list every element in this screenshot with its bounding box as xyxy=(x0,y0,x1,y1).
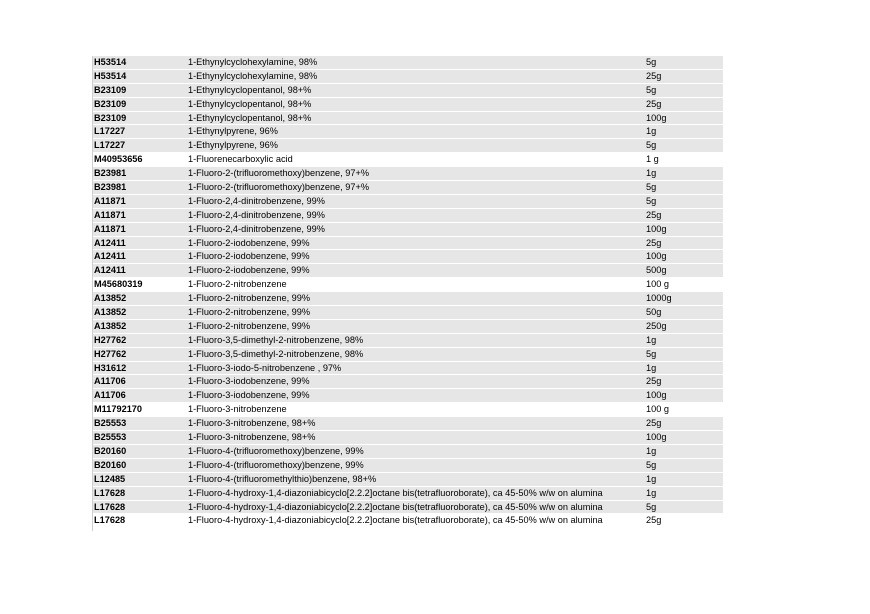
table-row xyxy=(93,167,723,181)
product-code: M11792170 xyxy=(94,404,143,415)
product-code: L17227 xyxy=(94,140,126,151)
pack-size: 25g xyxy=(646,237,662,248)
product-code: A11871 xyxy=(94,223,126,234)
pack-size: 25g xyxy=(646,70,662,81)
product-name: 1-Fluoro-3-nitrobenzene, 98+% xyxy=(188,432,316,443)
table-row xyxy=(93,459,723,473)
pack-size: 1g xyxy=(646,473,657,484)
product-code: B23981 xyxy=(94,168,127,179)
pack-size: 250g xyxy=(646,320,667,331)
product-code: A11871 xyxy=(94,195,126,206)
pack-size: 1 g xyxy=(646,154,659,165)
product-name: 1-Ethynylcyclohexylamine, 98% xyxy=(188,70,318,81)
product-name: 1-Fluoro-2-iodobenzene, 99% xyxy=(188,265,310,276)
product-name: 1-Fluoro-2-iodobenzene, 99% xyxy=(188,251,310,262)
product-name: 1-Fluoro-2-iodobenzene, 99% xyxy=(188,237,310,248)
product-code: B23109 xyxy=(94,112,127,123)
product-code: M40953656 xyxy=(94,154,143,165)
product-name: 1-Fluoro-3-nitrobenzene xyxy=(188,404,287,415)
product-name: 1-Ethynylcyclopentanol, 98+% xyxy=(188,84,312,95)
product-code: A11871 xyxy=(94,209,126,220)
table-row xyxy=(93,473,723,487)
pack-size: 5g xyxy=(646,84,657,95)
pack-size: 100g xyxy=(646,251,667,262)
pack-size: 1000g xyxy=(646,293,672,304)
table-row xyxy=(93,501,723,515)
table-row xyxy=(93,417,723,431)
table-row xyxy=(93,292,723,306)
product-name: 1-Ethynylpyrene, 96% xyxy=(188,140,278,151)
product-name: 1-Fluoro-3-iodo-5-nitrobenzene , 97% xyxy=(188,362,342,373)
product-code: A12411 xyxy=(94,237,126,248)
pack-size: 50g xyxy=(646,307,662,318)
table-row xyxy=(93,264,723,278)
product-name: 1-Ethynylcyclohexylamine, 98% xyxy=(188,57,318,67)
product-name: 1-Fluoro-2-nitrobenzene xyxy=(188,279,287,290)
pack-size: 5g xyxy=(646,501,657,512)
product-code: H31612 xyxy=(94,362,127,373)
product-name: 1-Ethynylcyclopentanol, 98+% xyxy=(188,98,312,109)
pack-size: 5g xyxy=(646,182,657,193)
product-code: H27762 xyxy=(94,334,127,345)
product-code: L17628 xyxy=(94,487,126,498)
pack-size: 25g xyxy=(646,418,662,429)
table-row xyxy=(93,348,723,362)
pack-size: 5g xyxy=(646,348,657,359)
pack-size: 25g xyxy=(646,98,662,109)
table-row xyxy=(93,389,723,403)
product-name: 1-Fluoro-2-(trifluoromethoxy)benzene, 97+% xyxy=(188,168,370,179)
table-row xyxy=(93,403,723,417)
product-code: B23109 xyxy=(94,98,127,109)
pack-size: 25g xyxy=(646,376,662,387)
table-row xyxy=(93,278,723,292)
product-code: A13852 xyxy=(94,320,127,331)
pack-size: 100 g xyxy=(646,279,669,290)
product-code: A11706 xyxy=(94,376,126,387)
table-row xyxy=(93,375,723,389)
product-code: L17227 xyxy=(94,126,126,137)
product-name: 1-Fluoro-2,4-dinitrobenzene, 99% xyxy=(188,223,325,234)
pack-size: 25g xyxy=(646,209,662,220)
product-code: H53514 xyxy=(94,70,127,81)
pack-size: 5g xyxy=(646,140,657,151)
product-code: B25553 xyxy=(94,432,127,443)
product-code: B20160 xyxy=(94,459,127,470)
table-row xyxy=(93,237,723,251)
pack-size: 1g xyxy=(646,362,657,373)
table-row xyxy=(93,431,723,445)
product-name: 1-Fluoro-3-iodobenzene, 99% xyxy=(188,390,310,401)
table-row xyxy=(93,209,723,223)
product-code: L12485 xyxy=(94,473,126,484)
pack-size: 1g xyxy=(646,126,657,137)
pack-size: 1g xyxy=(646,168,657,179)
table-row xyxy=(93,56,723,70)
product-code: H27762 xyxy=(94,348,127,359)
table-row xyxy=(93,514,723,528)
table-row xyxy=(93,320,723,334)
pack-size: 5g xyxy=(646,459,657,470)
table-row xyxy=(93,84,723,98)
pack-size: 5g xyxy=(646,195,657,206)
product-name: 1-Fluoro-3-nitrobenzene, 98+% xyxy=(188,418,316,429)
product-code: B23109 xyxy=(94,84,127,95)
table-row xyxy=(93,181,723,195)
product-name: 1-Fluoro-3-iodobenzene, 99% xyxy=(188,376,310,387)
product-code: B25553 xyxy=(94,418,127,429)
pack-size: 1g xyxy=(646,487,657,498)
table-row xyxy=(93,195,723,209)
table-row xyxy=(93,153,723,167)
product-name: 1-Fluoro-2-nitrobenzene, 99% xyxy=(188,320,311,331)
table-row xyxy=(93,334,723,348)
product-name: 1-Fluoro-4-hydroxy-1,4-diazoniabicyclo[2.2.2]octane bis(tetrafluoroborate), ca 45-50% w/w on alumina xyxy=(188,515,603,526)
table-row xyxy=(93,223,723,237)
product-name: 1-Fluoro-2-nitrobenzene, 99% xyxy=(188,307,311,318)
product-name: 1-Fluoro-3,5-dimethyl-2-nitrobenzene, 98% xyxy=(188,334,364,345)
pack-size: 5g xyxy=(646,57,657,67)
product-code: M45680319 xyxy=(94,279,143,290)
product-name: 1-Fluoro-2-(trifluoromethoxy)benzene, 97+% xyxy=(188,182,370,193)
table-row xyxy=(93,139,723,153)
product-code: A11706 xyxy=(94,390,126,401)
product-code: L17628 xyxy=(94,501,126,512)
product-code: A12411 xyxy=(94,251,126,262)
pack-size: 100g xyxy=(646,112,667,123)
product-code: H53514 xyxy=(94,57,127,67)
product-name: 1-Fluoro-4-hydroxy-1,4-diazoniabicyclo[2.2.2]octane bis(tetrafluoroborate), ca 45-50% w/w on alumina xyxy=(188,501,603,512)
table-row xyxy=(93,362,723,376)
product-code: L17628 xyxy=(94,515,126,526)
pack-size: 100g xyxy=(646,390,667,401)
product-name: 1-Fluoro-4-(trifluoromethylthio)benzene, 98+% xyxy=(188,473,377,484)
product-name: 1-Fluoro-2,4-dinitrobenzene, 99% xyxy=(188,195,325,206)
product-name: 1-Fluorenecarboxylic acid xyxy=(188,154,293,165)
table-row xyxy=(93,112,723,126)
product-name: 1-Fluoro-2-nitrobenzene, 99% xyxy=(188,293,311,304)
product-code: A13852 xyxy=(94,307,127,318)
product-name: 1-Ethynylpyrene, 96% xyxy=(188,126,278,137)
pack-size: 100g xyxy=(646,432,667,443)
product-name: 1-Fluoro-4-hydroxy-1,4-diazoniabicyclo[2.2.2]octane bis(tetrafluoroborate), ca 45-50% w/w on alumina xyxy=(188,487,603,498)
pack-size: 1g xyxy=(646,334,657,345)
pack-size: 25g xyxy=(646,515,662,526)
product-name: 1-Fluoro-4-(trifluoromethoxy)benzene, 99% xyxy=(188,459,364,470)
product-code: A13852 xyxy=(94,293,127,304)
product-name: 1-Fluoro-4-(trifluoromethoxy)benzene, 99% xyxy=(188,445,364,456)
row-divider xyxy=(93,527,723,528)
product-code: A12411 xyxy=(94,265,126,276)
table-row xyxy=(93,250,723,264)
table-row xyxy=(93,487,723,501)
table-row xyxy=(93,125,723,139)
pack-size: 1g xyxy=(646,445,657,456)
product-name: 1-Ethynylcyclopentanol, 98+% xyxy=(188,112,312,123)
table-row xyxy=(93,306,723,320)
pack-size: 100g xyxy=(646,223,667,234)
product-name: 1-Fluoro-3,5-dimethyl-2-nitrobenzene, 98% xyxy=(188,348,364,359)
product-code: B20160 xyxy=(94,445,127,456)
product-name: 1-Fluoro-2,4-dinitrobenzene, 99% xyxy=(188,209,325,220)
table-row xyxy=(93,98,723,112)
table-row xyxy=(93,70,723,84)
pack-size: 100 g xyxy=(646,404,669,415)
product-table xyxy=(93,56,723,528)
product-code: B23981 xyxy=(94,182,127,193)
pack-size: 500g xyxy=(646,265,667,276)
table-row xyxy=(93,445,723,459)
